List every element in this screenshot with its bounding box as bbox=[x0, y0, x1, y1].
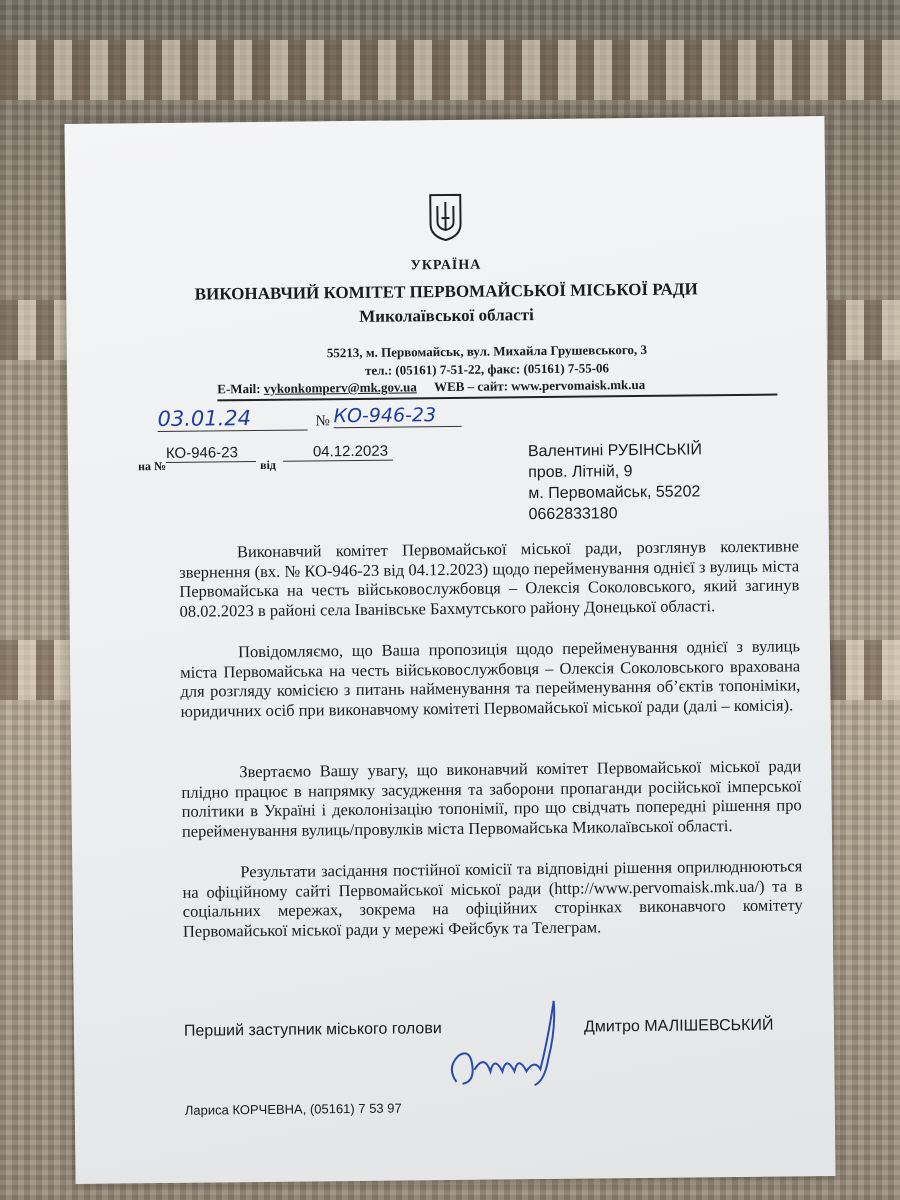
handwritten-signature bbox=[444, 989, 575, 1100]
email-label: E-Mail: bbox=[217, 380, 261, 397]
body-paragraph-1: Виконавчий комітет Первомайської міської ради, розглянув колективне звернення (вх. № КО-946-23 від 04.12.2023) щодо перейменування однієї з вулиць міста Первомайська на честь військовослужбовця – Олексія Соколовського, який загинув 08.02.2023 в районі села Іванівське Бахмутського району Донецької області. bbox=[179, 536, 800, 621]
signatory-name: Дмитро МАЛІШЕВСЬКИЙ bbox=[583, 1016, 774, 1036]
recipient-phone: 0662833180 bbox=[528, 505, 618, 524]
recipient-street: пров. Літній, 9 bbox=[528, 463, 633, 482]
email-link[interactable]: vykonkomperv@mk.gov.ua bbox=[263, 379, 417, 396]
carpet-band-top bbox=[0, 40, 900, 100]
reference-from-label: від bbox=[259, 457, 277, 472]
body-paragraph-2: Повідомляємо, що Ваша пропозиція щодо перейменування однієї з вулиць міста Первомайська на честь військовослужбовця – Олексія Соколовського врахована для розгляду комісією з питань найменування та перейменування об’єктів топоніміки, юридичних осіб при виконавчому комітеті Первомайської міської ради (далі – комісія). bbox=[180, 636, 801, 721]
org-name: ВИКОНАВЧИЙ КОМІТЕТ ПЕРВОМАЙСЬКОЇ МІСЬКОЇ РАДИ bbox=[194, 279, 698, 304]
web-link[interactable]: WEB – сайт: www.pervomaisk.mk.ua bbox=[433, 376, 646, 395]
outgoing-number: КО-946-23 bbox=[333, 404, 461, 428]
outgoing-registration bbox=[157, 404, 457, 441]
body-paragraph-4: Результати засідання постійної комісії та відповідні рішення оприлюднюються на офіційному сайті Первомайської міської ради (http://www.pervomaisk.mk.ua/) та в соціальних мережах, зокрема на офіційних сторінках виконавчого комітету Первомайської міської ради у мережі Фейсбук та Телеграм. bbox=[182, 856, 803, 941]
reference-to-label: на № bbox=[137, 458, 167, 474]
reference-block bbox=[138, 442, 438, 477]
recipient-city: м. Первомайськ, 55202 bbox=[528, 483, 701, 503]
reference-number: КО-946-23 bbox=[166, 444, 256, 463]
reference-date: 04.12.2023 bbox=[283, 443, 393, 462]
org-phones: тел.: (05161) 7-51-22, факс: (05161) 7-55-06 bbox=[365, 360, 610, 378]
letter-sheet bbox=[64, 116, 835, 1184]
recipient-name: Валентині РУБІНСЬКІЙ bbox=[527, 441, 703, 461]
country-name: УКРАЇНА bbox=[410, 257, 482, 274]
signatory-position: Перший заступник міського голови bbox=[183, 1020, 442, 1040]
org-region: Миколаївської області bbox=[359, 305, 534, 326]
coat-of-arms-icon bbox=[427, 192, 464, 242]
outgoing-number-label: № bbox=[315, 413, 330, 430]
body-paragraph-3: Звертаємо Вашу увагу, що виконавчий комітет Первомайської міської ради плідно працює в напрямку засудження та заборони пропаганди російської імперської політики в Україні і деколонізацію топонімії, про що свідчать попередні рішення про перейменування вулиць/провулків міста Первомайська Миколаївської області. bbox=[181, 756, 802, 841]
org-address: 55213, м. Первомайськ, вул. Михайла Грушевського, 3 bbox=[326, 341, 648, 361]
executor-info: Лариса КОРЧЕВНА, (05161) 7 53 97 bbox=[184, 1100, 402, 1118]
outgoing-date: 03.01.24 bbox=[157, 405, 307, 432]
recipient-block bbox=[528, 438, 809, 525]
